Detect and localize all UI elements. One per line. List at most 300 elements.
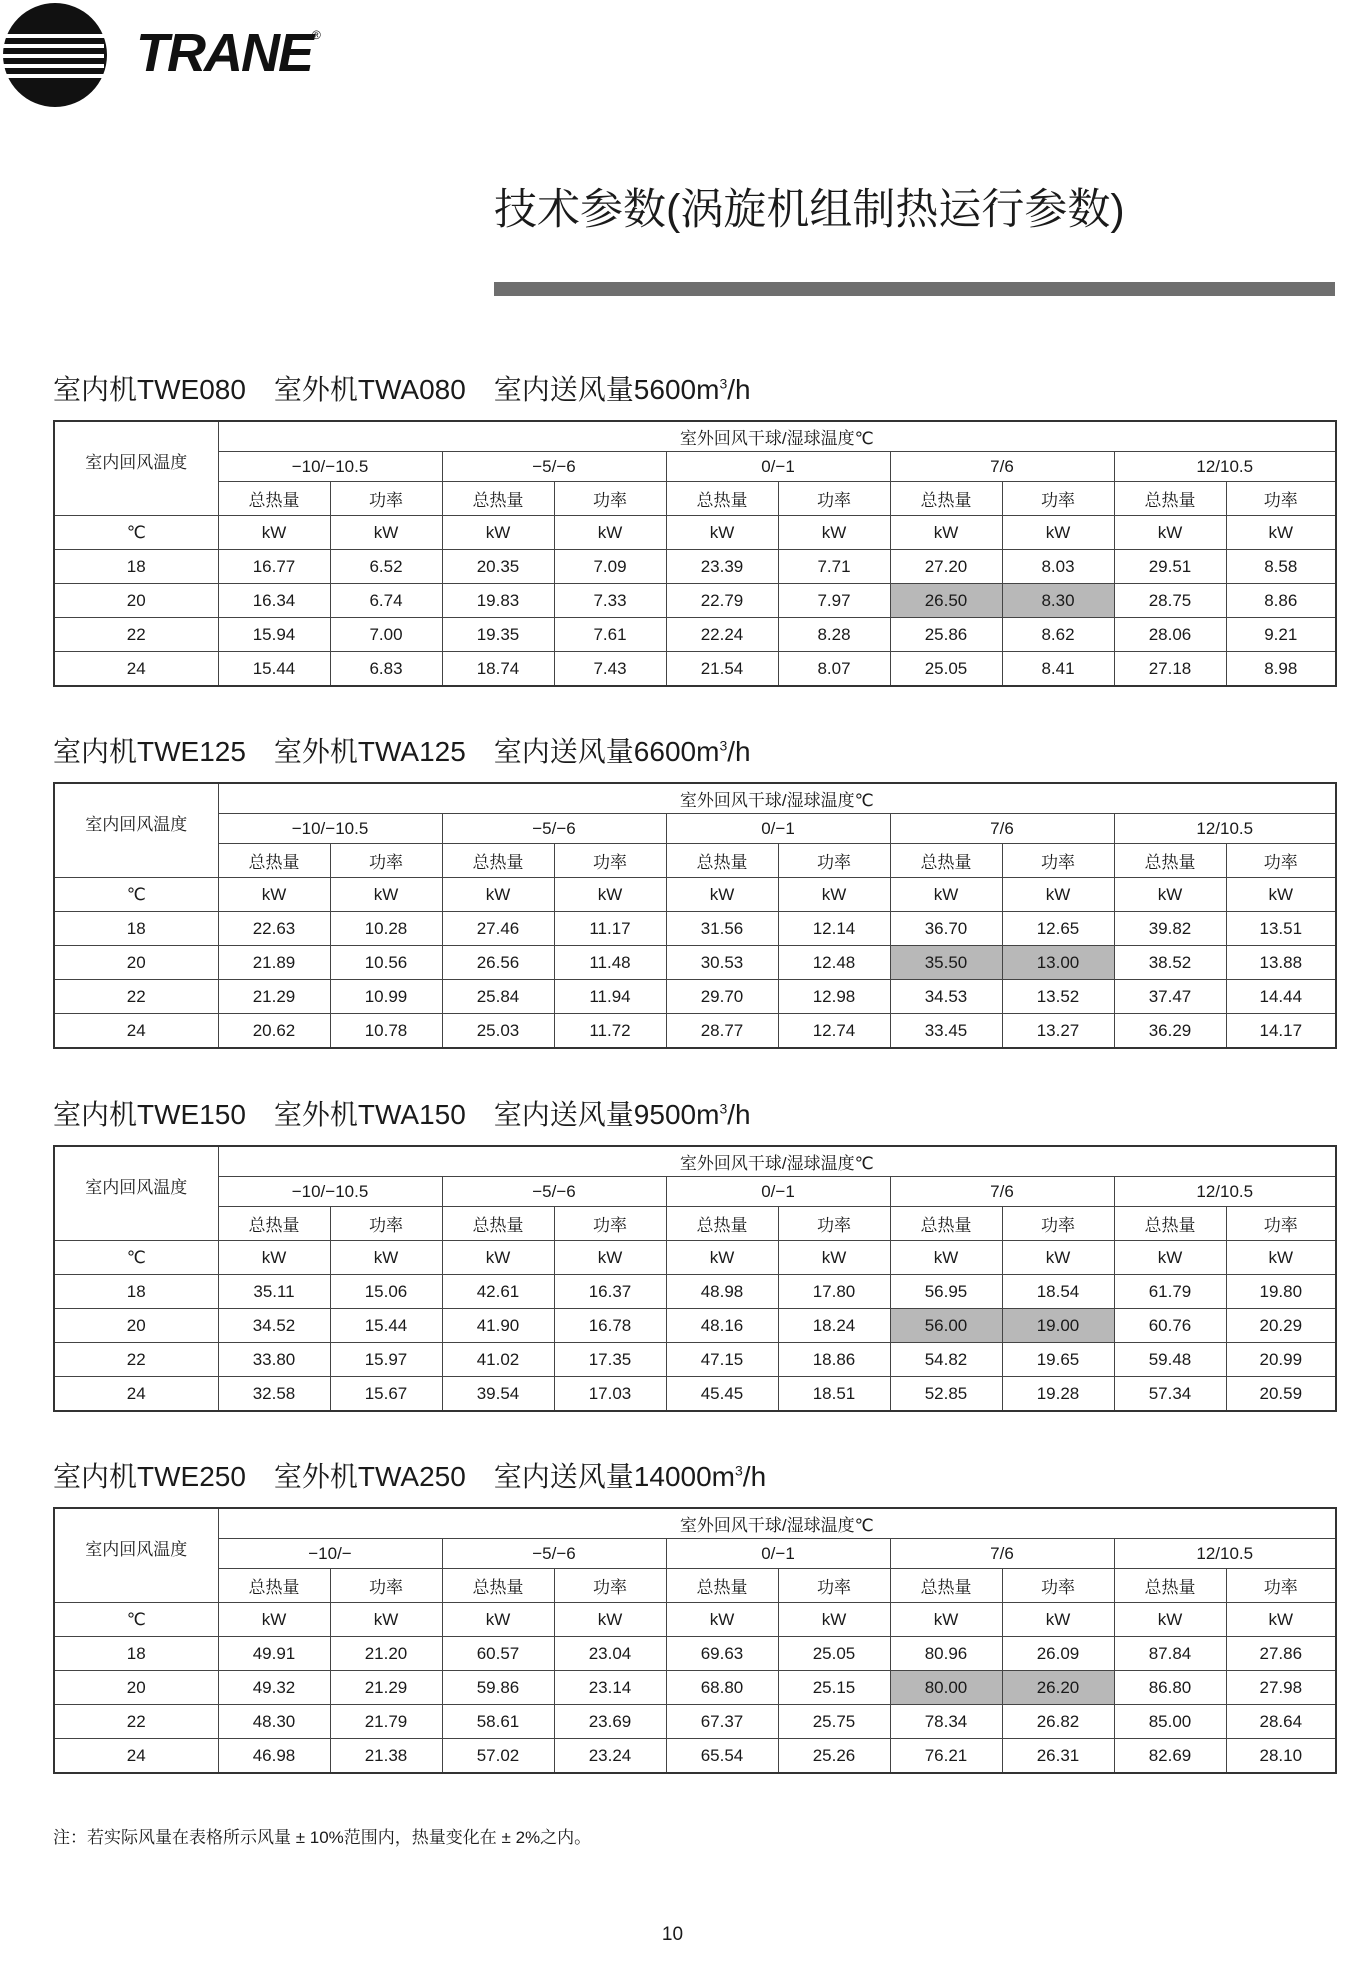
brand-name: TRANE® <box>136 23 319 83</box>
condition-row <box>54 1177 1336 1207</box>
temp-unit: ℃ <box>54 1603 218 1637</box>
page-title: 技术参数(涡旋机组制热运行参数) <box>494 186 1125 234</box>
kw-unit: kW <box>330 516 442 550</box>
table-row <box>54 1637 1336 1671</box>
heat-label: 总热量 <box>218 482 330 516</box>
kw-unit: kW <box>1002 1241 1114 1275</box>
kw-unit: kW <box>890 1241 1002 1275</box>
metric-row <box>54 1207 1336 1241</box>
heat-value-cell: 45.45 <box>666 1377 778 1412</box>
power-label: 功率 <box>1002 1207 1114 1241</box>
heat-value-cell: 21.89 <box>218 946 330 980</box>
power-value-cell: 16.37 <box>554 1275 666 1309</box>
kw-unit: kW <box>890 878 1002 912</box>
indoor-temp-cell: 20 <box>54 584 218 618</box>
indoor-temp-cell: 18 <box>54 1275 218 1309</box>
kw-unit: kW <box>1114 878 1226 912</box>
table-row <box>54 1705 1336 1739</box>
kw-unit: kW <box>666 516 778 550</box>
heat-value-cell: 80.00 <box>890 1671 1002 1705</box>
condition-header: 0/−1 <box>666 1177 890 1207</box>
power-label: 功率 <box>1226 1569 1336 1603</box>
kw-unit: kW <box>442 516 554 550</box>
power-value-cell: 7.00 <box>330 618 442 652</box>
outdoor-temp-group-header: 室外回风干球/湿球温度℃ <box>218 1508 1336 1539</box>
power-value-cell: 13.52 <box>1002 980 1114 1014</box>
power-value-cell: 27.86 <box>1226 1637 1336 1671</box>
power-value-cell: 26.20 <box>1002 1671 1114 1705</box>
row-header-label: 室内回风温度 <box>54 1146 218 1241</box>
row-header-label: 室内回风温度 <box>54 1508 218 1603</box>
kw-unit: kW <box>442 1241 554 1275</box>
condition-header: −10/−10.5 <box>218 1177 442 1207</box>
outdoor-temp-group-header: 室外回风干球/湿球温度℃ <box>218 421 1336 452</box>
heat-value-cell: 33.80 <box>218 1343 330 1377</box>
kw-unit: kW <box>778 1603 890 1637</box>
table-row <box>54 1739 1336 1774</box>
heat-value-cell: 49.32 <box>218 1671 330 1705</box>
power-label: 功率 <box>778 844 890 878</box>
power-value-cell: 19.80 <box>1226 1275 1336 1309</box>
heat-value-cell: 59.86 <box>442 1671 554 1705</box>
kw-unit: kW <box>554 516 666 550</box>
unit-row <box>54 1241 1336 1275</box>
heat-value-cell: 25.05 <box>890 652 1002 687</box>
heat-label: 总热量 <box>666 482 778 516</box>
heat-label: 总热量 <box>442 1569 554 1603</box>
table-row <box>54 946 1336 980</box>
power-value-cell: 10.78 <box>330 1014 442 1049</box>
heat-value-cell: 52.85 <box>890 1377 1002 1412</box>
indoor-temp-cell: 22 <box>54 618 218 652</box>
kw-unit: kW <box>554 1241 666 1275</box>
heat-value-cell: 61.79 <box>1114 1275 1226 1309</box>
kw-unit: kW <box>218 1603 330 1637</box>
heat-value-cell: 28.77 <box>666 1014 778 1049</box>
kw-unit: kW <box>778 1241 890 1275</box>
heat-value-cell: 26.50 <box>890 584 1002 618</box>
condition-header: 12/10.5 <box>1114 1539 1336 1569</box>
heat-label: 总热量 <box>1114 844 1226 878</box>
parameters-table <box>53 1507 1337 1774</box>
kw-unit: kW <box>1226 878 1336 912</box>
power-value-cell: 8.62 <box>1002 618 1114 652</box>
kw-unit: kW <box>1114 1603 1226 1637</box>
unit-row <box>54 878 1336 912</box>
heat-value-cell: 30.53 <box>666 946 778 980</box>
heat-value-cell: 47.15 <box>666 1343 778 1377</box>
condition-row <box>54 814 1336 844</box>
table-row <box>54 584 1336 618</box>
kw-unit: kW <box>330 1241 442 1275</box>
power-value-cell: 7.09 <box>554 550 666 584</box>
section-title-tail: /h <box>727 736 751 767</box>
power-label: 功率 <box>330 1207 442 1241</box>
kw-unit: kW <box>1114 516 1226 550</box>
heat-value-cell: 57.34 <box>1114 1377 1226 1412</box>
heat-value-cell: 39.54 <box>442 1377 554 1412</box>
power-value-cell: 11.72 <box>554 1014 666 1049</box>
condition-header: −10/−10.5 <box>218 452 442 482</box>
kw-unit: kW <box>1002 878 1114 912</box>
power-value-cell: 14.44 <box>1226 980 1336 1014</box>
kw-unit: kW <box>330 878 442 912</box>
power-value-cell: 12.14 <box>778 912 890 946</box>
metric-row <box>54 1569 1336 1603</box>
indoor-temp-cell: 24 <box>54 1377 218 1412</box>
power-value-cell: 15.97 <box>330 1343 442 1377</box>
heat-value-cell: 16.34 <box>218 584 330 618</box>
table-row <box>54 652 1336 687</box>
power-value-cell: 20.99 <box>1226 1343 1336 1377</box>
power-value-cell: 17.03 <box>554 1377 666 1412</box>
condition-header: 12/10.5 <box>1114 814 1336 844</box>
power-label: 功率 <box>1002 482 1114 516</box>
power-value-cell: 13.00 <box>1002 946 1114 980</box>
power-value-cell: 17.80 <box>778 1275 890 1309</box>
power-label: 功率 <box>1226 482 1336 516</box>
heat-label: 总热量 <box>442 844 554 878</box>
power-value-cell: 10.99 <box>330 980 442 1014</box>
indoor-temp-cell: 20 <box>54 946 218 980</box>
power-value-cell: 7.97 <box>778 584 890 618</box>
power-value-cell: 15.44 <box>330 1309 442 1343</box>
power-value-cell: 28.10 <box>1226 1739 1336 1774</box>
power-value-cell: 26.31 <box>1002 1739 1114 1774</box>
power-value-cell: 18.86 <box>778 1343 890 1377</box>
power-value-cell: 8.41 <box>1002 652 1114 687</box>
power-value-cell: 8.07 <box>778 652 890 687</box>
heat-label: 总热量 <box>442 482 554 516</box>
indoor-temp-cell: 22 <box>54 980 218 1014</box>
kw-unit: kW <box>778 516 890 550</box>
table-row <box>54 1275 1336 1309</box>
power-value-cell: 13.51 <box>1226 912 1336 946</box>
heat-value-cell: 20.62 <box>218 1014 330 1049</box>
heat-label: 总热量 <box>218 1569 330 1603</box>
heat-value-cell: 28.06 <box>1114 618 1226 652</box>
heat-value-cell: 41.02 <box>442 1343 554 1377</box>
kw-unit: kW <box>218 1241 330 1275</box>
power-value-cell: 6.74 <box>330 584 442 618</box>
heat-value-cell: 82.69 <box>1114 1739 1226 1774</box>
heat-label: 总热量 <box>1114 482 1226 516</box>
section-title-text: 室内机TWE080 室外机TWA080 室内送风量5600m <box>53 374 720 405</box>
power-value-cell: 11.94 <box>554 980 666 1014</box>
kw-unit: kW <box>1226 516 1336 550</box>
power-value-cell: 11.48 <box>554 946 666 980</box>
heat-value-cell: 48.16 <box>666 1309 778 1343</box>
heat-value-cell: 48.98 <box>666 1275 778 1309</box>
condition-header: 0/−1 <box>666 452 890 482</box>
power-value-cell: 7.33 <box>554 584 666 618</box>
section-title <box>53 730 751 770</box>
page-number: 10 <box>661 1924 684 1945</box>
heat-value-cell: 65.54 <box>666 1739 778 1774</box>
power-label: 功率 <box>1226 844 1336 878</box>
section-title-text: 室内机TWE150 室外机TWA150 室内送风量9500m <box>53 1099 720 1130</box>
power-value-cell: 23.04 <box>554 1637 666 1671</box>
heat-value-cell: 19.35 <box>442 618 554 652</box>
power-value-cell: 26.09 <box>1002 1637 1114 1671</box>
kw-unit: kW <box>1002 516 1114 550</box>
heat-value-cell: 69.63 <box>666 1637 778 1671</box>
heat-label: 总热量 <box>890 1207 1002 1241</box>
heat-value-cell: 28.75 <box>1114 584 1226 618</box>
kw-unit: kW <box>442 1603 554 1637</box>
indoor-temp-cell: 18 <box>54 912 218 946</box>
table-row <box>54 1343 1336 1377</box>
heat-label: 总热量 <box>218 844 330 878</box>
power-value-cell: 8.58 <box>1226 550 1336 584</box>
heat-value-cell: 41.90 <box>442 1309 554 1343</box>
heat-value-cell: 85.00 <box>1114 1705 1226 1739</box>
power-value-cell: 9.21 <box>1226 618 1336 652</box>
power-value-cell: 12.74 <box>778 1014 890 1049</box>
power-value-cell: 23.14 <box>554 1671 666 1705</box>
heat-value-cell: 34.52 <box>218 1309 330 1343</box>
section-title-sup: 3 <box>719 1100 728 1117</box>
parameters-table <box>53 1145 1337 1412</box>
heat-value-cell: 27.46 <box>442 912 554 946</box>
condition-header: 7/6 <box>890 1539 1114 1569</box>
heat-value-cell: 33.45 <box>890 1014 1002 1049</box>
trane-logo-icon <box>0 0 110 110</box>
heat-value-cell: 36.29 <box>1114 1014 1226 1049</box>
power-label: 功率 <box>330 844 442 878</box>
kw-unit: kW <box>666 1603 778 1637</box>
power-value-cell: 19.00 <box>1002 1309 1114 1343</box>
power-label: 功率 <box>554 1207 666 1241</box>
heat-value-cell: 35.50 <box>890 946 1002 980</box>
heat-value-cell: 22.63 <box>218 912 330 946</box>
heat-value-cell: 67.37 <box>666 1705 778 1739</box>
heat-value-cell: 38.52 <box>1114 946 1226 980</box>
power-value-cell: 21.29 <box>330 1671 442 1705</box>
heat-value-cell: 21.29 <box>218 980 330 1014</box>
table-row <box>54 1309 1336 1343</box>
kw-unit: kW <box>218 878 330 912</box>
heat-label: 总热量 <box>1114 1207 1226 1241</box>
heat-value-cell: 29.51 <box>1114 550 1226 584</box>
heat-value-cell: 21.54 <box>666 652 778 687</box>
kw-unit: kW <box>554 878 666 912</box>
power-value-cell: 7.61 <box>554 618 666 652</box>
power-value-cell: 6.52 <box>330 550 442 584</box>
heat-value-cell: 37.47 <box>1114 980 1226 1014</box>
heat-value-cell: 31.56 <box>666 912 778 946</box>
metric-row <box>54 482 1336 516</box>
indoor-temp-cell: 24 <box>54 652 218 687</box>
power-value-cell: 21.38 <box>330 1739 442 1774</box>
section-title-sup: 3 <box>719 375 728 392</box>
heat-value-cell: 20.35 <box>442 550 554 584</box>
power-value-cell: 18.54 <box>1002 1275 1114 1309</box>
heat-value-cell: 15.44 <box>218 652 330 687</box>
power-value-cell: 26.82 <box>1002 1705 1114 1739</box>
metric-row <box>54 844 1336 878</box>
power-value-cell: 12.48 <box>778 946 890 980</box>
heat-value-cell: 26.56 <box>442 946 554 980</box>
kw-unit: kW <box>442 878 554 912</box>
power-label: 功率 <box>778 482 890 516</box>
power-value-cell: 25.26 <box>778 1739 890 1774</box>
heat-value-cell: 60.76 <box>1114 1309 1226 1343</box>
heat-label: 总热量 <box>890 482 1002 516</box>
heat-value-cell: 59.48 <box>1114 1343 1226 1377</box>
heat-value-cell: 22.24 <box>666 618 778 652</box>
section-title-text: 室内机TWE125 室外机TWA125 室内送风量6600m <box>53 736 720 767</box>
header-row <box>54 1146 1336 1177</box>
condition-header: −10/− <box>218 1539 442 1569</box>
heat-value-cell: 86.80 <box>1114 1671 1226 1705</box>
row-header-label: 室内回风温度 <box>54 783 218 878</box>
heat-value-cell: 56.95 <box>890 1275 1002 1309</box>
heat-value-cell: 57.02 <box>442 1739 554 1774</box>
heat-value-cell: 15.94 <box>218 618 330 652</box>
header-row <box>54 1508 1336 1539</box>
power-value-cell: 20.29 <box>1226 1309 1336 1343</box>
heat-value-cell: 23.39 <box>666 550 778 584</box>
section-title-tail: /h <box>727 1099 751 1130</box>
kw-unit: kW <box>778 878 890 912</box>
section-title <box>53 1455 766 1495</box>
power-value-cell: 18.24 <box>778 1309 890 1343</box>
table-row <box>54 912 1336 946</box>
heat-value-cell: 87.84 <box>1114 1637 1226 1671</box>
heat-value-cell: 29.70 <box>666 980 778 1014</box>
power-value-cell: 12.65 <box>1002 912 1114 946</box>
kw-unit: kW <box>1114 1241 1226 1275</box>
indoor-temp-cell: 18 <box>54 1637 218 1671</box>
heat-value-cell: 27.20 <box>890 550 1002 584</box>
power-value-cell: 12.98 <box>778 980 890 1014</box>
power-value-cell: 10.28 <box>330 912 442 946</box>
header-row <box>54 783 1336 814</box>
condition-header: 0/−1 <box>666 814 890 844</box>
table-row <box>54 980 1336 1014</box>
outdoor-temp-group-header: 室外回风干球/湿球温度℃ <box>218 1146 1336 1177</box>
temp-unit: ℃ <box>54 878 218 912</box>
title-divider-bar <box>494 282 1335 296</box>
power-label: 功率 <box>554 482 666 516</box>
heat-value-cell: 39.82 <box>1114 912 1226 946</box>
power-value-cell: 27.98 <box>1226 1671 1336 1705</box>
power-value-cell: 25.05 <box>778 1637 890 1671</box>
condition-header: 0/−1 <box>666 1539 890 1569</box>
heat-value-cell: 78.34 <box>890 1705 1002 1739</box>
heat-value-cell: 35.11 <box>218 1275 330 1309</box>
power-value-cell: 28.64 <box>1226 1705 1336 1739</box>
indoor-temp-cell: 18 <box>54 550 218 584</box>
power-label: 功率 <box>1226 1207 1336 1241</box>
condition-header: 7/6 <box>890 1177 1114 1207</box>
heat-value-cell: 54.82 <box>890 1343 1002 1377</box>
heat-value-cell: 25.86 <box>890 618 1002 652</box>
indoor-temp-cell: 20 <box>54 1671 218 1705</box>
heat-value-cell: 36.70 <box>890 912 1002 946</box>
heat-value-cell: 68.80 <box>666 1671 778 1705</box>
power-value-cell: 8.28 <box>778 618 890 652</box>
heat-label: 总热量 <box>218 1207 330 1241</box>
kw-unit: kW <box>330 1603 442 1637</box>
power-label: 功率 <box>778 1569 890 1603</box>
section-title-text: 室内机TWE250 室外机TWA250 室内送风量14000m <box>53 1461 735 1492</box>
condition-header: −5/−6 <box>442 1177 666 1207</box>
heat-value-cell: 76.21 <box>890 1739 1002 1774</box>
power-value-cell: 8.98 <box>1226 652 1336 687</box>
indoor-temp-cell: 20 <box>54 1309 218 1343</box>
power-label: 功率 <box>778 1207 890 1241</box>
power-value-cell: 19.65 <box>1002 1343 1114 1377</box>
heat-value-cell: 80.96 <box>890 1637 1002 1671</box>
section-title-tail: /h <box>727 374 751 405</box>
power-value-cell: 20.59 <box>1226 1377 1336 1412</box>
section-title <box>53 368 751 408</box>
temp-unit: ℃ <box>54 1241 218 1275</box>
power-value-cell: 23.24 <box>554 1739 666 1774</box>
power-value-cell: 25.15 <box>778 1671 890 1705</box>
power-value-cell: 7.71 <box>778 550 890 584</box>
kw-unit: kW <box>1226 1241 1336 1275</box>
heat-value-cell: 56.00 <box>890 1309 1002 1343</box>
heat-value-cell: 25.03 <box>442 1014 554 1049</box>
heat-value-cell: 34.53 <box>890 980 1002 1014</box>
parameters-table <box>53 782 1337 1049</box>
heat-value-cell: 46.98 <box>218 1739 330 1774</box>
power-value-cell: 14.17 <box>1226 1014 1336 1049</box>
kw-unit: kW <box>890 1603 1002 1637</box>
power-label: 功率 <box>554 1569 666 1603</box>
power-value-cell: 10.56 <box>330 946 442 980</box>
table-row <box>54 550 1336 584</box>
section-title-sup: 3 <box>735 1462 743 1479</box>
heat-value-cell: 22.79 <box>666 584 778 618</box>
condition-header: −5/−6 <box>442 452 666 482</box>
heat-value-cell: 49.91 <box>218 1637 330 1671</box>
power-label: 功率 <box>554 844 666 878</box>
heat-label: 总热量 <box>890 844 1002 878</box>
table-row <box>54 618 1336 652</box>
heat-value-cell: 42.61 <box>442 1275 554 1309</box>
section-title <box>53 1093 751 1133</box>
header-row <box>54 421 1336 452</box>
condition-header: 12/10.5 <box>1114 1177 1336 1207</box>
power-value-cell: 8.30 <box>1002 584 1114 618</box>
row-header-label: 室内回风温度 <box>54 421 218 516</box>
power-value-cell: 13.27 <box>1002 1014 1114 1049</box>
heat-value-cell: 27.18 <box>1114 652 1226 687</box>
power-value-cell: 15.06 <box>330 1275 442 1309</box>
kw-unit: kW <box>666 878 778 912</box>
outdoor-temp-group-header: 室外回风干球/湿球温度℃ <box>218 783 1336 814</box>
temp-unit: ℃ <box>54 516 218 550</box>
heat-value-cell: 16.77 <box>218 550 330 584</box>
power-value-cell: 7.43 <box>554 652 666 687</box>
power-label: 功率 <box>1002 1569 1114 1603</box>
condition-header: 12/10.5 <box>1114 452 1336 482</box>
power-value-cell: 25.75 <box>778 1705 890 1739</box>
table-row <box>54 1671 1336 1705</box>
heat-label: 总热量 <box>666 1207 778 1241</box>
power-value-cell: 21.20 <box>330 1637 442 1671</box>
power-value-cell: 16.78 <box>554 1309 666 1343</box>
heat-value-cell: 32.58 <box>218 1377 330 1412</box>
indoor-temp-cell: 24 <box>54 1739 218 1774</box>
power-value-cell: 8.03 <box>1002 550 1114 584</box>
kw-unit: kW <box>218 516 330 550</box>
power-label: 功率 <box>330 1569 442 1603</box>
